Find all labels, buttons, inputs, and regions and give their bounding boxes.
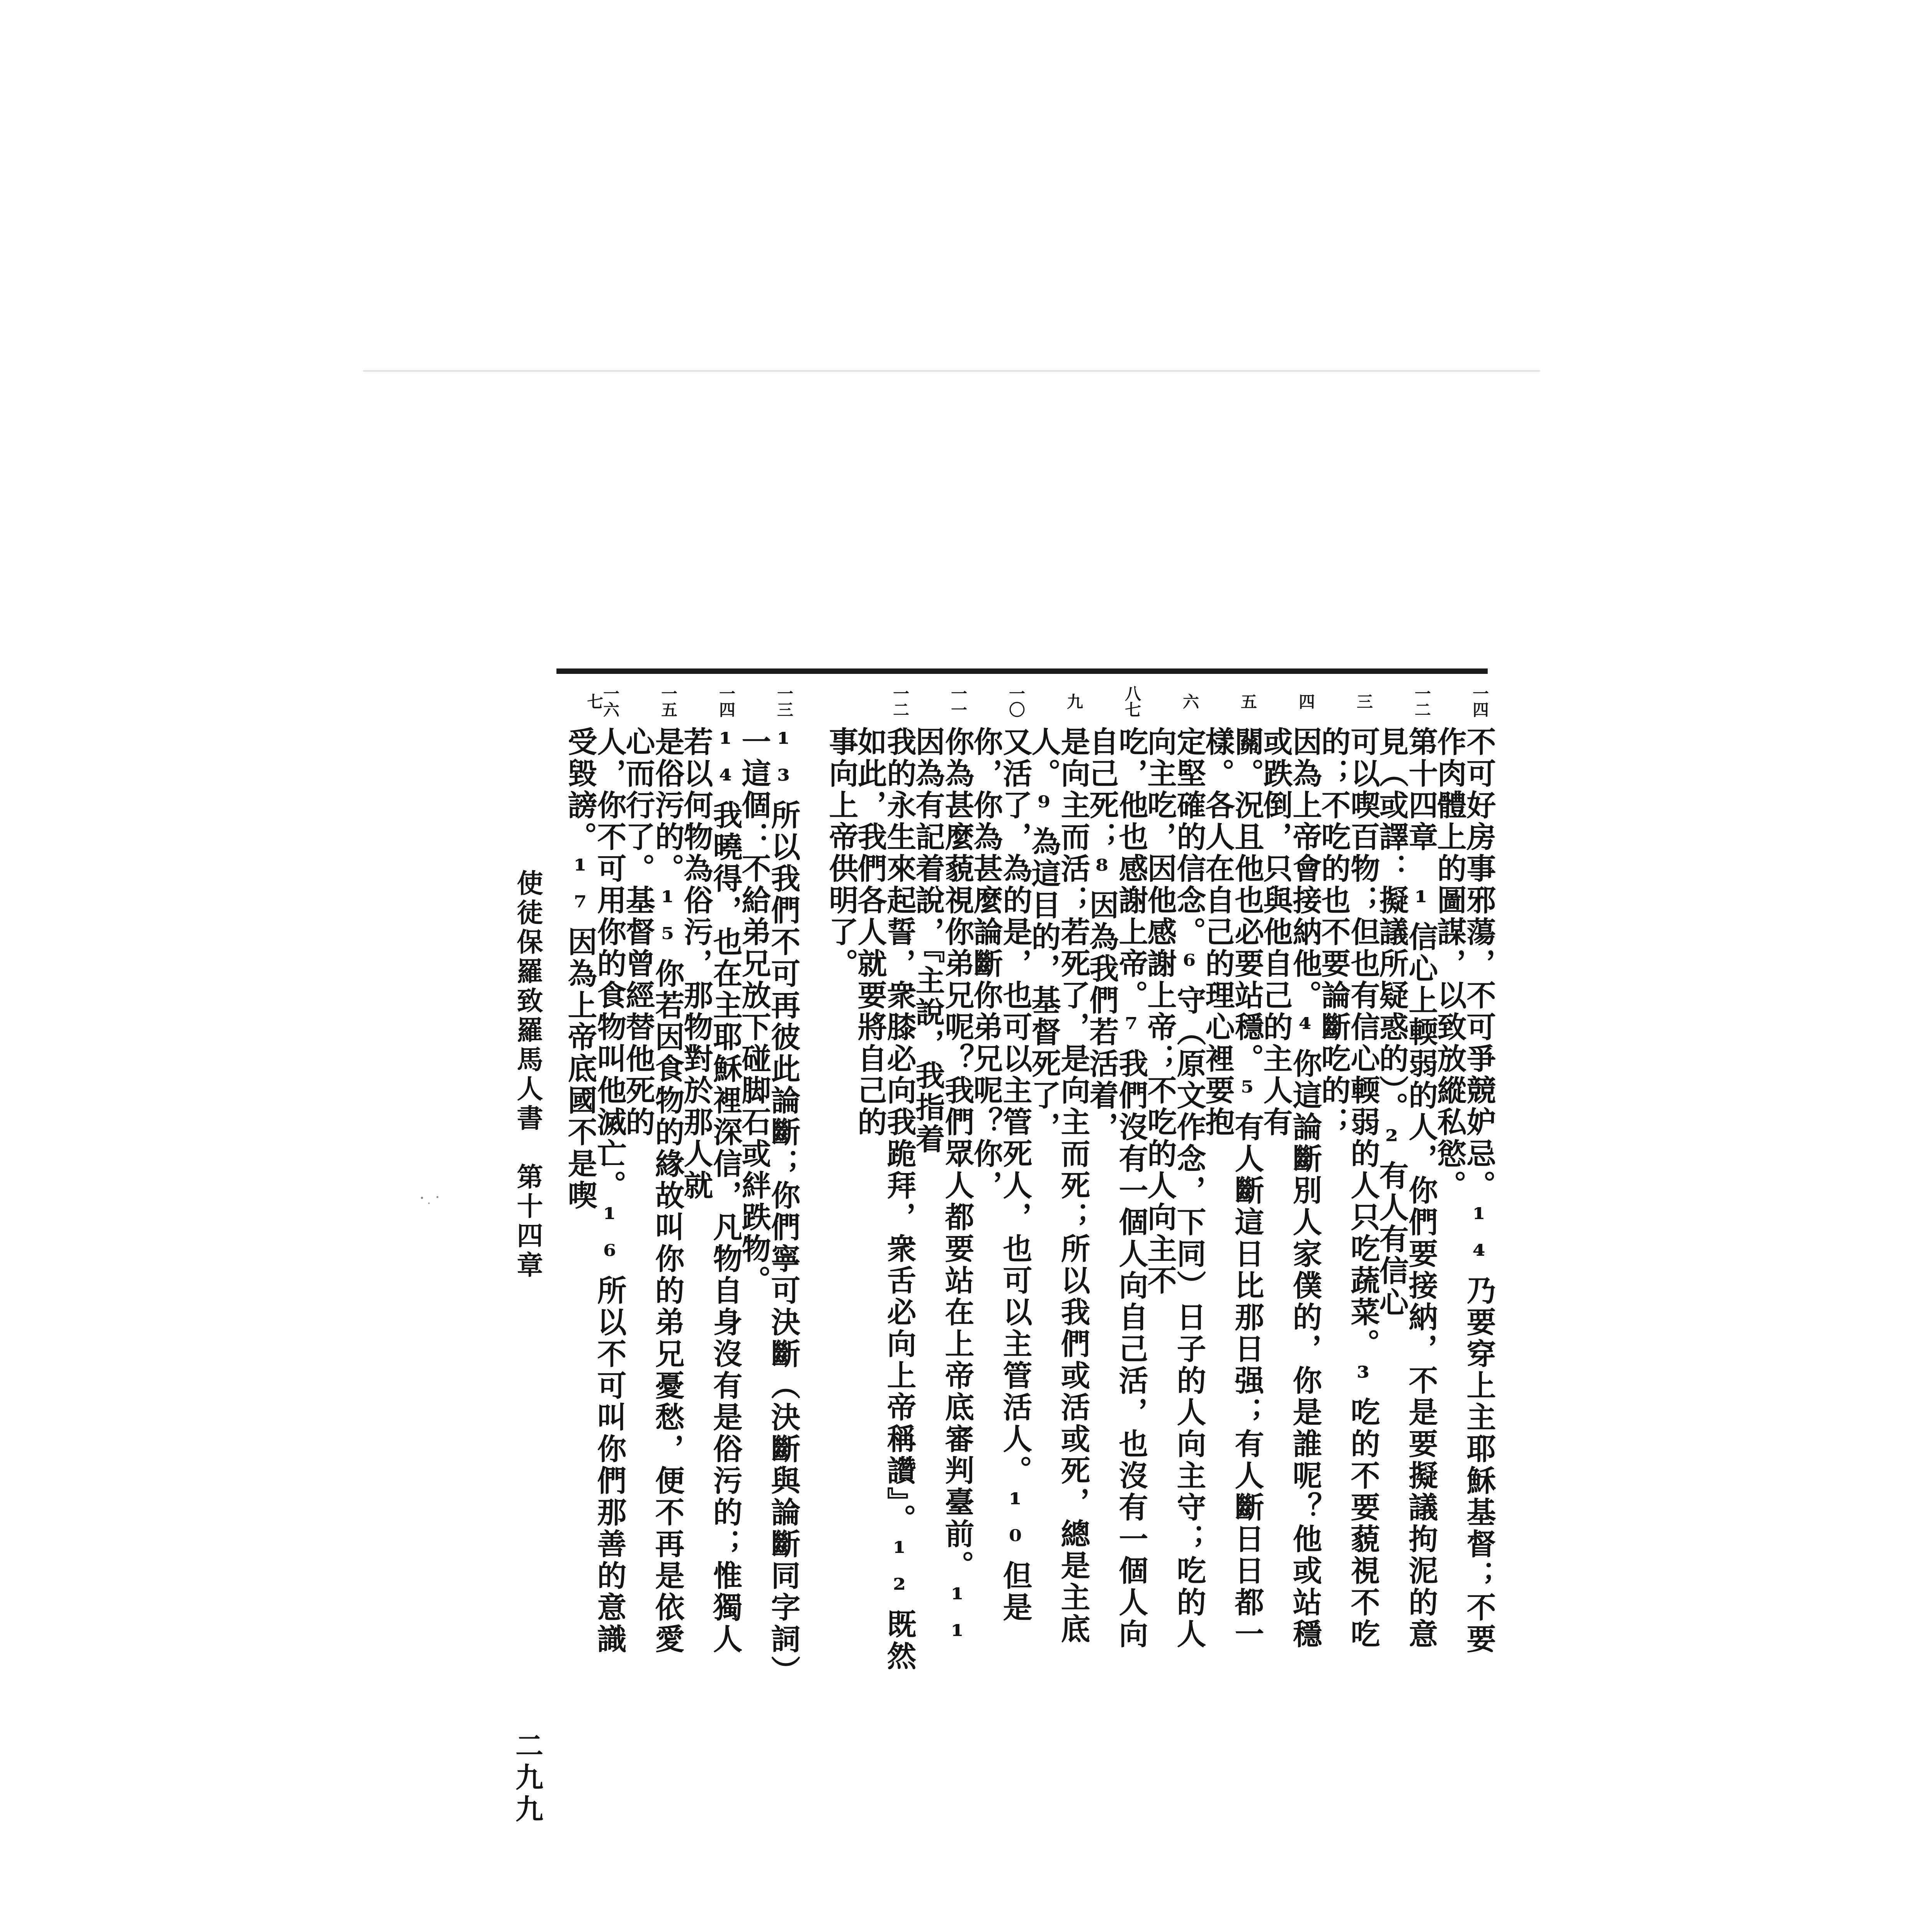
verse-number: 一四 — [717, 685, 736, 718]
chapter-heading-column: 第十四章 ¹信心上輭弱的人，你們要接納，不是要擬議拘泥的意見（或譯：擬議所疑惑的）。²有人有信心 — [1374, 726, 1438, 1650]
verse-number — [815, 680, 850, 723]
scripture-page — [510, 653, 1499, 1677]
verse-number: 一二 — [1412, 685, 1431, 718]
text-column: 關。況且他也必要站穩。⁵有人斷這日比那日强；有人斷日日都一樣。各人在自己的理心裡要抱 — [1201, 726, 1264, 1650]
text-column: 是俗污的。¹⁵你若因食物的緣故叫你的弟兄憂愁，便不再是依愛心而行了。基督曾經替他死的 — [621, 726, 685, 1655]
verse-number: 五 — [1238, 693, 1257, 709]
text-column: 不可好房事邪蕩，不可爭競妒忌。¹⁴乃要穿上主耶穌基督；不要作肉體上的圖謀，以致放縱私慾。 — [1432, 726, 1496, 1655]
verse-number: 一二 — [891, 685, 910, 718]
print-specks — [417, 1190, 448, 1213]
text-column: 可以喫百物；但也有信心輭弱的人只吃蔬菜。³吃的不要藐視不吃的；不吃的也不要論斷吃的； — [1317, 726, 1380, 1650]
text-column: ¹⁴我曉得，也在主耶穌裡深信，凡物自身沒有是俗污的；惟獨人若以何物為俗污，那物對於那人就 — [679, 726, 743, 1655]
text-column: 事向上帝供明了。 — [824, 726, 859, 980]
text-column: 人，你不可用你的食物叫他滅亡。¹⁶所以不可叫你們那善的意識受毀謗。¹⁷因為上帝底國不是喫 — [563, 726, 627, 1655]
verse-number: 一一 — [949, 685, 968, 718]
text-column: 因為上帝會接納他。⁴你這論斷別人家僕的，你是誰呢？他或站穩或跌倒，只與他自己的主人有 — [1259, 726, 1322, 1650]
verse-number: 一三 — [775, 685, 794, 718]
verse-number: 一五 — [659, 685, 678, 718]
header-rule — [556, 668, 1488, 674]
text-column: 是向主而活；若死了，是向主而死；所以我們或活或死，總是主底人。⁹為這目的，基督死了， — [1027, 726, 1090, 1645]
verse-number: 一四 — [1470, 685, 1489, 718]
text-column: 又活了，為的是，也可以主管死人，也可以主管活人。¹⁰但是你，你為甚麼論斷你弟兄呢？你， — [969, 726, 1032, 1624]
text-column: 我的永生來起誓，衆膝必向我跪拜，衆舌必向上帝稱讚』。¹²既然如此，我們各人就要將自己的 — [853, 726, 917, 1672]
verse-number: 三 — [1354, 693, 1373, 709]
verse-number: 六 — [1180, 693, 1199, 709]
page-number: 二九九 — [511, 1731, 544, 1826]
text-column: 吃，他也感謝上帝。⁷我們沒有一個人向自己活，也沒有一個人向自己死；⁸因為我們若活着， — [1085, 726, 1148, 1650]
verse-number: 八七 — [1123, 685, 1141, 718]
text-column: 定堅確的信念。⁶守（原文作念，下同）日子的人向主守；吃的人向主吃，因他感謝上帝；不吃的人向主不 — [1143, 726, 1206, 1650]
verse-number: 一〇 — [1007, 685, 1026, 718]
top-rule — [363, 370, 1540, 372]
text-column: 你為甚麼藐視你弟兄呢？我們眾人都要站在上帝底審判臺前。¹¹因為有記着說，『主說，我指着 — [911, 726, 975, 1655]
running-title: 使徒保羅致羅馬人書 第十四章 — [512, 869, 543, 1281]
text-column: ¹³所以我們不可再彼此論斷；你們寧可決斷（決斷與論斷同字詞）一這個：不給弟兄放下碰脚石或絆跌物。 — [737, 726, 801, 1672]
verse-number: 一六七 — [585, 685, 620, 718]
verse-number: 九 — [1065, 693, 1084, 709]
verse-number: 四 — [1296, 693, 1315, 709]
